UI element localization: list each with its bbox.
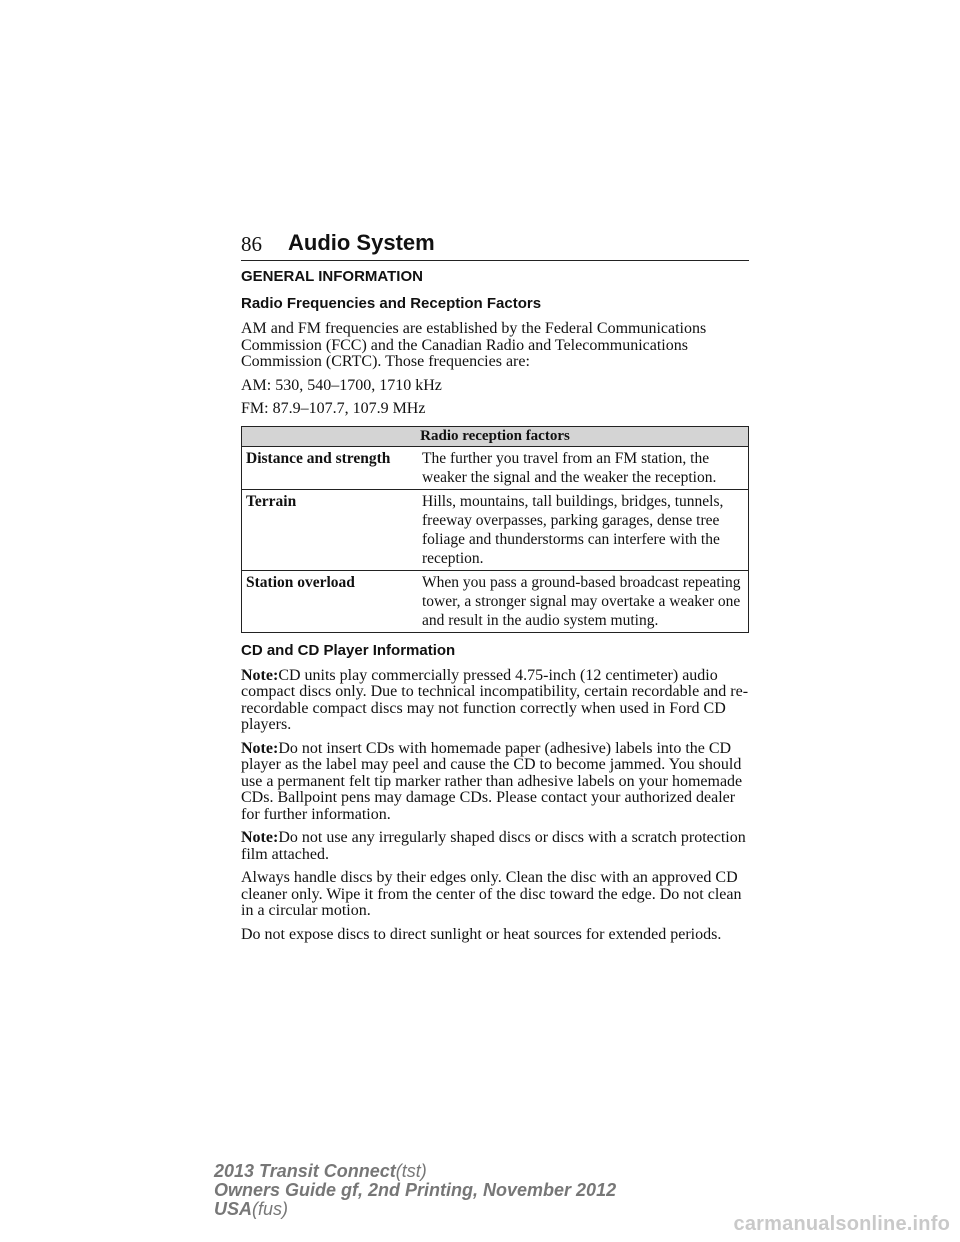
note-paragraph [241, 668, 749, 734]
document-footer [214, 1162, 616, 1219]
factor-description: Hills, mountains, tall buildings, bridges, tunnels, freeway overpasses, parking garages, dense tree foliage and thunderstorms can interfere with the reception. [418, 489, 749, 570]
page-header [241, 228, 749, 261]
table-row [242, 570, 749, 632]
footer-model: 2013 Transit Connect [214, 1161, 396, 1181]
note-text: Do not use any irregularly shaped discs or discs with a scratch protection film attached. [241, 829, 746, 863]
watermark: carmanualsonline.info [733, 1213, 950, 1235]
note-label: Note: [241, 666, 279, 684]
note-label: Note: [241, 739, 279, 757]
note-paragraph [241, 830, 749, 863]
footer-market-code: (fus) [252, 1199, 289, 1219]
factor-description: When you pass a ground-based broadcast repeating tower, a stronger signal may overtake a weaker one and result in the audio system muting. [418, 570, 749, 632]
radio-reception-factors-table [241, 426, 749, 633]
note-paragraph [241, 741, 749, 824]
table-header-row [242, 426, 749, 446]
note-text: CD units play commercially pressed 4.75-inch (12 centimeter) audio compact discs only. Due to technical incompatibility, certain recordable and re-recordable compact discs may not function correctly when used in Ford CD players. [241, 666, 749, 733]
factor-term: Station overload [242, 570, 419, 632]
page-content [241, 268, 749, 950]
factor-term: Terrain [242, 489, 419, 570]
radio-intro-paragraph: AM and FM frequencies are established by the Federal Communications Commission (FCC) and the Canadian Radio and Telecommunications Commission (CRTC). Those frequencies are: [241, 320, 707, 370]
factor-description: The further you travel from an FM station, the weaker the signal and the weaker the reception. [418, 446, 749, 489]
table-title: Radio reception factors [242, 426, 749, 446]
note-text: Do not insert CDs with homemade paper (adhesive) labels into the CD player as the label may peel and cause the CD to become jammed. You should use a permanent felt tip marker rather than adhesive labels on your homemade CDs. Ballpoint pens may damage CDs. Please contact your authorized dealer for further information. [241, 739, 743, 823]
factor-term: Distance and strength [242, 446, 419, 489]
disc-handling-paragraph: Always handle discs by their edges only. Clean the disc with an approved CD cleaner only. Wipe it from the center of the disc toward the edge. Do not clean in a circular motion. [241, 869, 742, 919]
page-number: 86 [241, 232, 262, 256]
footer-model-code: (tst) [395, 1161, 427, 1181]
table-row [242, 446, 749, 489]
footer-line-1 [214, 1162, 616, 1181]
footer-line-3 [214, 1200, 616, 1219]
table-row [242, 489, 749, 570]
section-title: Audio System [288, 230, 435, 255]
cd-player-heading: CD and CD Player Information [241, 641, 456, 659]
footer-market: USA [214, 1199, 253, 1219]
radio-frequencies-heading: Radio Frequencies and Reception Factors [241, 295, 542, 312]
disc-sunlight-paragraph: Do not expose discs to direct sunlight or heat sources for extended periods. [241, 925, 722, 943]
general-information-heading: GENERAL INFORMATION [241, 268, 423, 285]
fm-frequencies: FM: 87.9–107.7, 107.9 MHz [241, 400, 426, 417]
am-frequencies: AM: 530, 540–1700, 1710 kHz [241, 376, 442, 394]
note-label: Note: [241, 829, 279, 846]
footer-line-2: Owners Guide gf, 2nd Printing, November 2012 [214, 1180, 617, 1200]
